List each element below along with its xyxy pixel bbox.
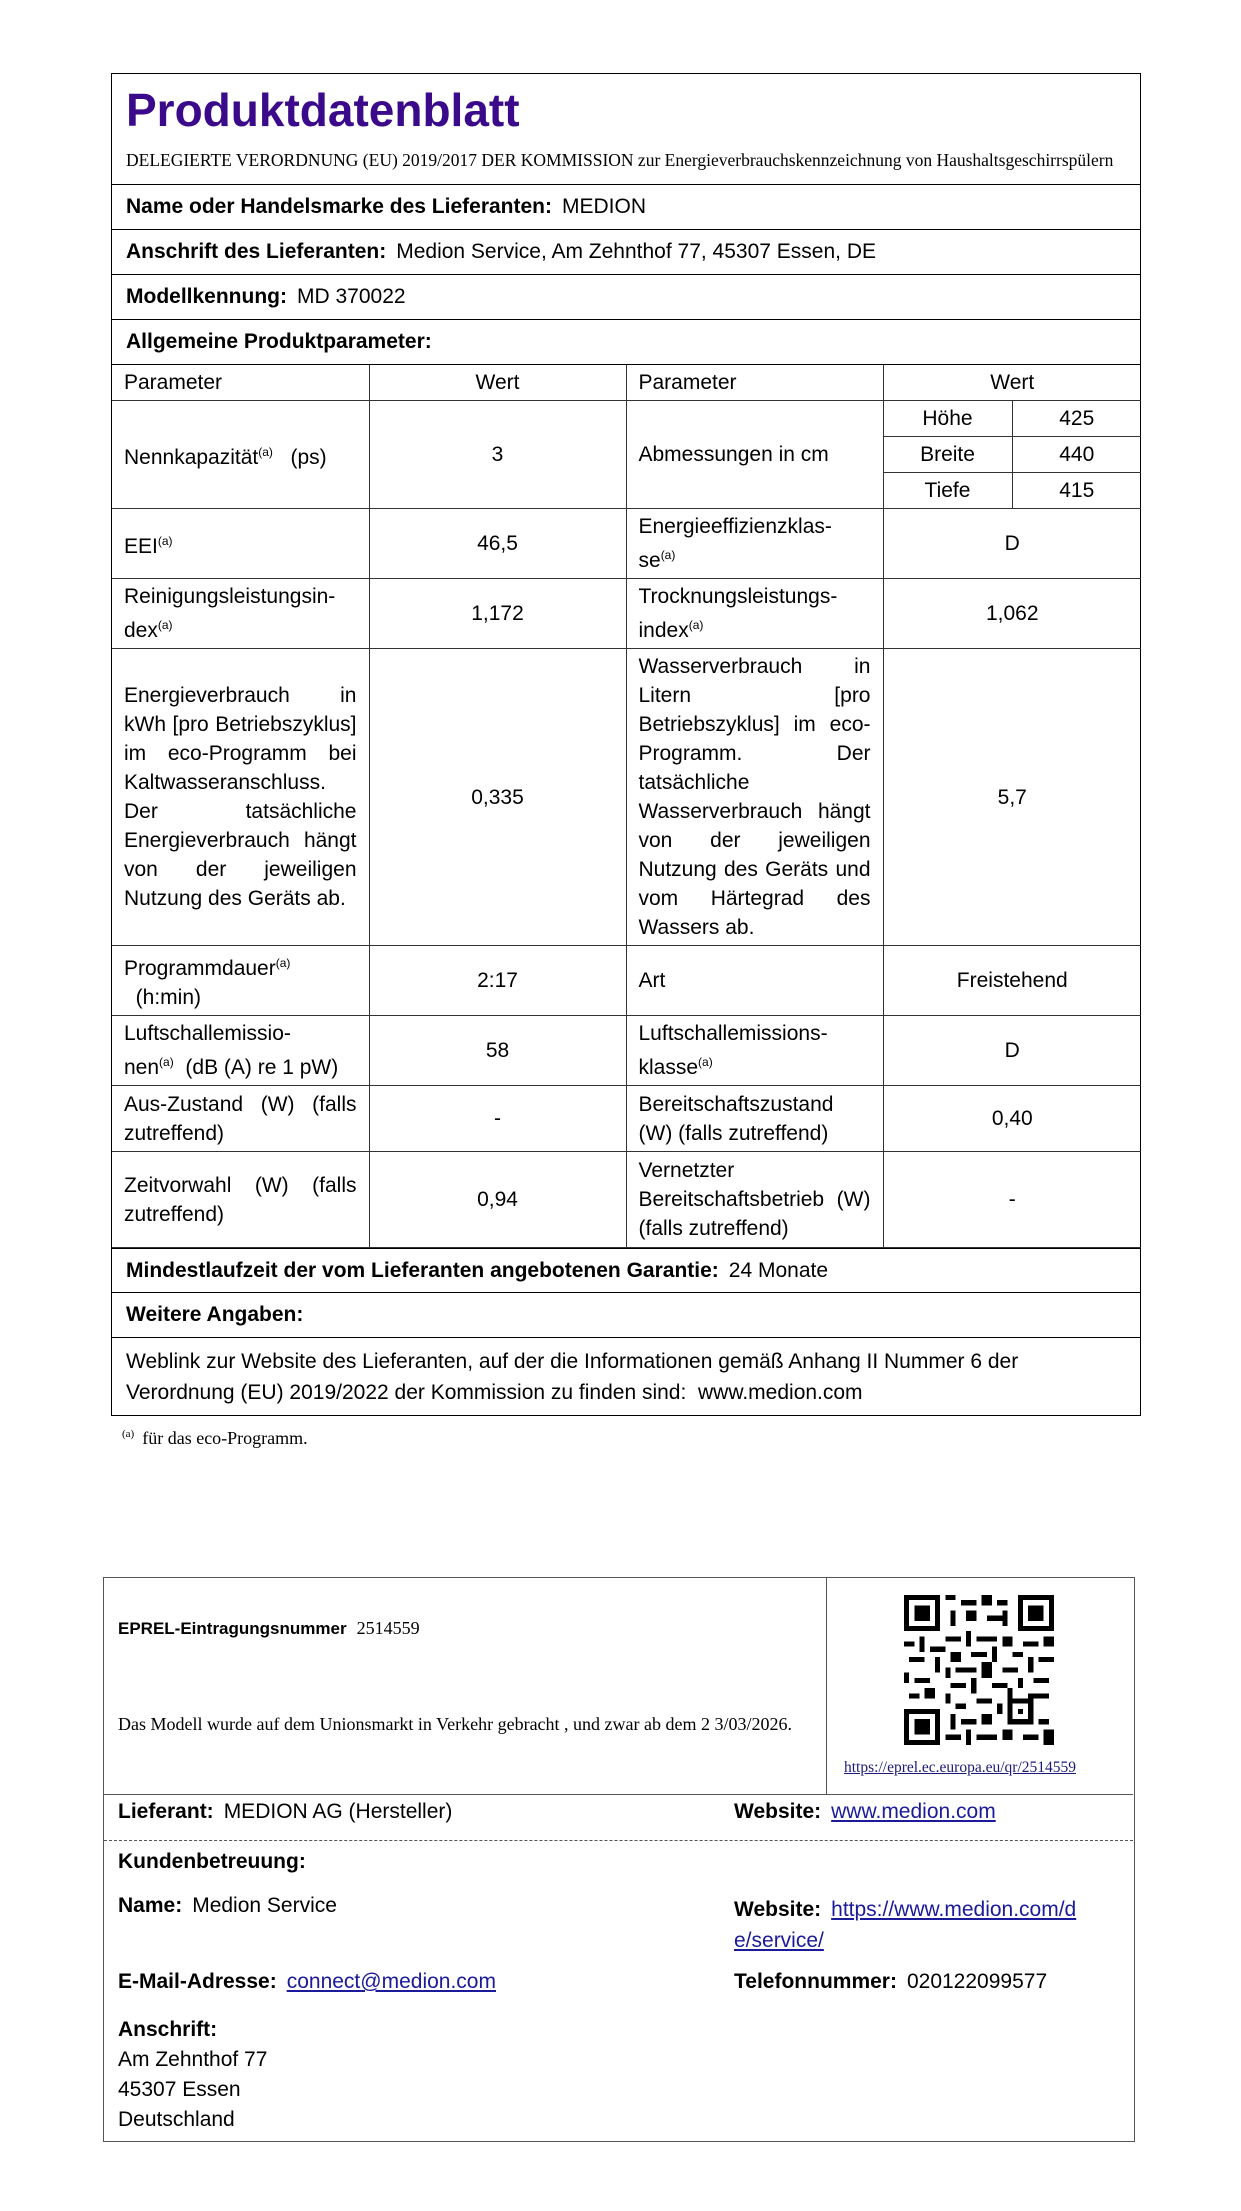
duration-unit: (h:min)	[135, 986, 202, 1009]
noise-class-label-2: klasse	[638, 1056, 699, 1079]
footnote-text: für das eco-Programm.	[142, 1428, 308, 1448]
duration-label-cell	[112, 946, 369, 1016]
qr-code-icon[interactable]	[904, 1595, 1054, 1745]
footnote-ref: (a)	[275, 956, 291, 970]
height-label: Höhe	[883, 401, 1012, 437]
noise-value: 58	[369, 1016, 626, 1086]
standby-value: 0,40	[883, 1086, 1141, 1152]
eprel-left-cell	[104, 1578, 827, 1794]
table-header-row	[112, 365, 1141, 401]
website-label: Website:	[734, 1800, 822, 1823]
weblink-text-block	[126, 1346, 1126, 1408]
delay-start-label: Zeitvorwahl (W) (falls zutreffend)	[112, 1152, 369, 1248]
supplier-value: MEDION AG (Hersteller)	[223, 1800, 453, 1823]
address-block	[118, 2015, 267, 2135]
cleaning-index-label-cell	[112, 579, 369, 649]
type-value: Freistehend	[883, 946, 1141, 1016]
water-consumption-value: 5,7	[883, 649, 1141, 946]
footnote-ref: (a)	[688, 618, 704, 632]
standby-label: Bereitschaftszustand (W) (falls zutreffend)	[626, 1086, 883, 1152]
table-row	[112, 946, 1141, 1016]
supplier-address-row	[112, 230, 1140, 275]
product-data-sheet	[111, 73, 1141, 1416]
eprel-info-block	[103, 1577, 1135, 2142]
duration-label: Programmdauer	[124, 957, 276, 980]
service-name-line	[118, 1894, 337, 1918]
energy-class-label: Energieeffizienzklas-	[638, 515, 832, 538]
header-parameter-2: Parameter	[626, 365, 883, 401]
networked-standby-value: -	[883, 1152, 1141, 1248]
networked-standby-label: Vernetzter Bereitschaftsbetrieb (W) (falls zutreffend)	[626, 1152, 883, 1248]
general-params-label: Allgemeine Produktparameter:	[126, 330, 432, 353]
off-mode-value: -	[369, 1086, 626, 1152]
noise-class-label-cell	[626, 1016, 883, 1086]
eprel-label: EPREL-Eintragungsnummer	[118, 1619, 347, 1638]
energy-consumption-label: Energieverbrauch in kWh [pro Betriebszyklus] im eco-Programm bei Kaltwasseranschluss. Der tatsächliche Energieverbrauch hängt von der jeweiligen Nutzung des Geräts ab.	[112, 649, 369, 946]
cleaning-index-label-2: dex	[124, 619, 158, 642]
drying-index-label-cell	[626, 579, 883, 649]
capacity-unit: (ps)	[290, 445, 327, 469]
supplier-name-row	[112, 185, 1140, 230]
email-label: E-Mail-Adresse:	[118, 1970, 277, 1993]
dimensions-label: Abmessungen in cm	[626, 401, 883, 509]
service-website-label: Website:	[734, 1898, 822, 1921]
website-line	[734, 1800, 996, 1824]
sheet-header	[112, 74, 1140, 185]
table-row	[112, 1152, 1141, 1248]
qr-link[interactable]: https://eprel.ec.europa.eu/qr/2514559	[844, 1759, 1077, 1776]
email-link[interactable]: connect@medion.com	[286, 1970, 496, 1993]
service-website-line	[734, 1894, 1076, 1956]
address-line-1: Am Zehnthof 77	[118, 2048, 268, 2071]
eprel-registration	[118, 1618, 420, 1639]
supplier-label: Lieferant:	[118, 1800, 214, 1823]
dashed-divider	[104, 1840, 1133, 1841]
supplier-address-value: Medion Service, Am Zehnthof 77, 45307 Essen, DE	[396, 240, 876, 263]
general-params-row	[112, 320, 1140, 365]
footnote-ref: (a)	[157, 618, 173, 632]
supplier-name-value: MEDION	[562, 195, 646, 218]
drying-index-label-2: index	[638, 619, 689, 642]
drying-index-label: Trocknungsleistungs-	[638, 585, 838, 608]
address-label: Anschrift:	[118, 2018, 218, 2041]
weblink-text: Weblink zur Website des Lieferanten, auf der die Informationen gemäß Anhang II Nummer 6 der Verordnung (EU) 2019/2022 der Kommission zu finden sind:	[126, 1349, 1019, 1404]
supplier-address-label: Anschrift des Lieferanten:	[126, 240, 387, 263]
type-label: Art	[626, 946, 883, 1016]
footnote	[122, 1428, 308, 1449]
model-row	[112, 275, 1140, 320]
footnote-ref: (a)	[159, 1055, 174, 1069]
more-info-row	[112, 1293, 1140, 1338]
footnote-ref: (a)	[157, 533, 173, 548]
service-name-label: Name:	[118, 1894, 183, 1917]
energy-class-value: D	[883, 509, 1141, 579]
capacity-label: Nennkapazität	[124, 445, 259, 469]
warranty-label: Mindestlaufzeit der vom Lieferanten angebotenen Garantie:	[126, 1258, 719, 1282]
warranty-row	[112, 1248, 1140, 1293]
footnote-ref: (a)	[660, 548, 676, 562]
table-row	[112, 1016, 1141, 1086]
table-row	[112, 401, 1141, 437]
market-placement-text: Das Modell wurde auf dem Unionsmarkt in Verkehr gebracht , und zwar ab dem 2 3/03/2026.	[118, 1714, 792, 1734]
website-link[interactable]: www.medion.com	[831, 1800, 996, 1823]
phone-line	[734, 1970, 1047, 1994]
warranty-value: 24 Monate	[728, 1258, 829, 1282]
eei-label: EEI	[124, 534, 158, 558]
header-value: Wert	[369, 365, 626, 401]
eei-label-cell	[112, 509, 369, 579]
height-value: 425	[1012, 401, 1141, 437]
address-line-3: Deutschland	[118, 2108, 235, 2131]
footnote-ref: (a)	[698, 1055, 713, 1069]
eprel-top-section	[104, 1578, 1133, 1795]
cleaning-index-label: Reinigungsleistungsin-	[124, 585, 336, 608]
service-name-value: Medion Service	[192, 1894, 337, 1917]
noise-class-value: D	[883, 1016, 1141, 1086]
noise-label-2: nen	[124, 1056, 160, 1079]
depth-value: 415	[1012, 473, 1141, 509]
width-value: 440	[1012, 437, 1141, 473]
email-line	[118, 1970, 496, 1994]
more-info-label: Weitere Angaben:	[126, 1303, 304, 1326]
duration-value: 2:17	[369, 946, 626, 1016]
supplier-line	[118, 1800, 452, 1824]
customer-service-heading	[118, 1850, 316, 1874]
table-row	[112, 579, 1141, 649]
address-line-2: 45307 Essen	[118, 2078, 241, 2101]
service-website-link[interactable]: https://www.medion.com/d	[831, 1898, 1077, 1921]
energy-consumption-value: 0,335	[369, 649, 626, 946]
model-label: Modellkennung:	[126, 285, 287, 308]
noise-unit: (dB (A) re 1 pW)	[185, 1056, 339, 1079]
header-value-2: Wert	[883, 365, 1141, 401]
water-consumption-label: Wasserverbrauch in Litern [pro Betriebszyklus] im eco-Programm. Der tatsächliche Wasserverbrauch hängt von der jeweiligen Nutzung des Geräts und vom Härtegrad des Wassers ab.	[626, 649, 883, 946]
model-value: MD 370022	[297, 285, 406, 308]
footnote-mark: (a)	[122, 1428, 135, 1440]
phone-label: Telefonnummer:	[734, 1970, 897, 1993]
width-label: Breite	[883, 437, 1012, 473]
noise-class-label: Luftschallemissions-	[638, 1022, 828, 1045]
sheet-subtitle: DELEGIERTE VERORDNUNG (EU) 2019/2017 DER KOMMISSION zur Energieverbrauchskennzeichnung von Haushaltsgeschirrspülern	[126, 150, 1114, 170]
delay-start-value: 0,94	[369, 1152, 626, 1248]
off-mode-label: Aus-Zustand (W) (falls zutreffend)	[112, 1086, 369, 1152]
energy-class-label-2: se	[638, 549, 661, 572]
weblink-value: www.medion.com	[698, 1380, 863, 1404]
noise-label: Luftschallemissio-	[124, 1022, 291, 1045]
service-website-link-2[interactable]: e/service/	[734, 1929, 824, 1952]
table-row	[112, 509, 1141, 579]
sheet-title: Produktdatenblatt	[126, 84, 520, 136]
table-row	[112, 1086, 1141, 1152]
eprel-value: 2514559	[356, 1618, 420, 1638]
eei-value: 46,5	[369, 509, 626, 579]
header-parameter: Parameter	[112, 365, 369, 401]
energy-class-label-cell	[626, 509, 883, 579]
cleaning-index-value: 1,172	[369, 579, 626, 649]
drying-index-value: 1,062	[883, 579, 1141, 649]
capacity-label-cell	[112, 401, 369, 509]
capacity-value: 3	[369, 401, 626, 509]
weblink-row	[112, 1338, 1140, 1415]
parameters-table	[112, 365, 1141, 1248]
noise-label-cell	[112, 1016, 369, 1086]
depth-label: Tiefe	[883, 473, 1012, 509]
supplier-name-label: Name oder Handelsmarke des Lieferanten:	[126, 195, 552, 218]
footnote-ref: (a)	[258, 444, 273, 459]
customer-service-label: Kundenbetreuung:	[118, 1850, 306, 1873]
phone-value: 020122099577	[906, 1970, 1048, 1993]
table-row	[112, 649, 1141, 946]
